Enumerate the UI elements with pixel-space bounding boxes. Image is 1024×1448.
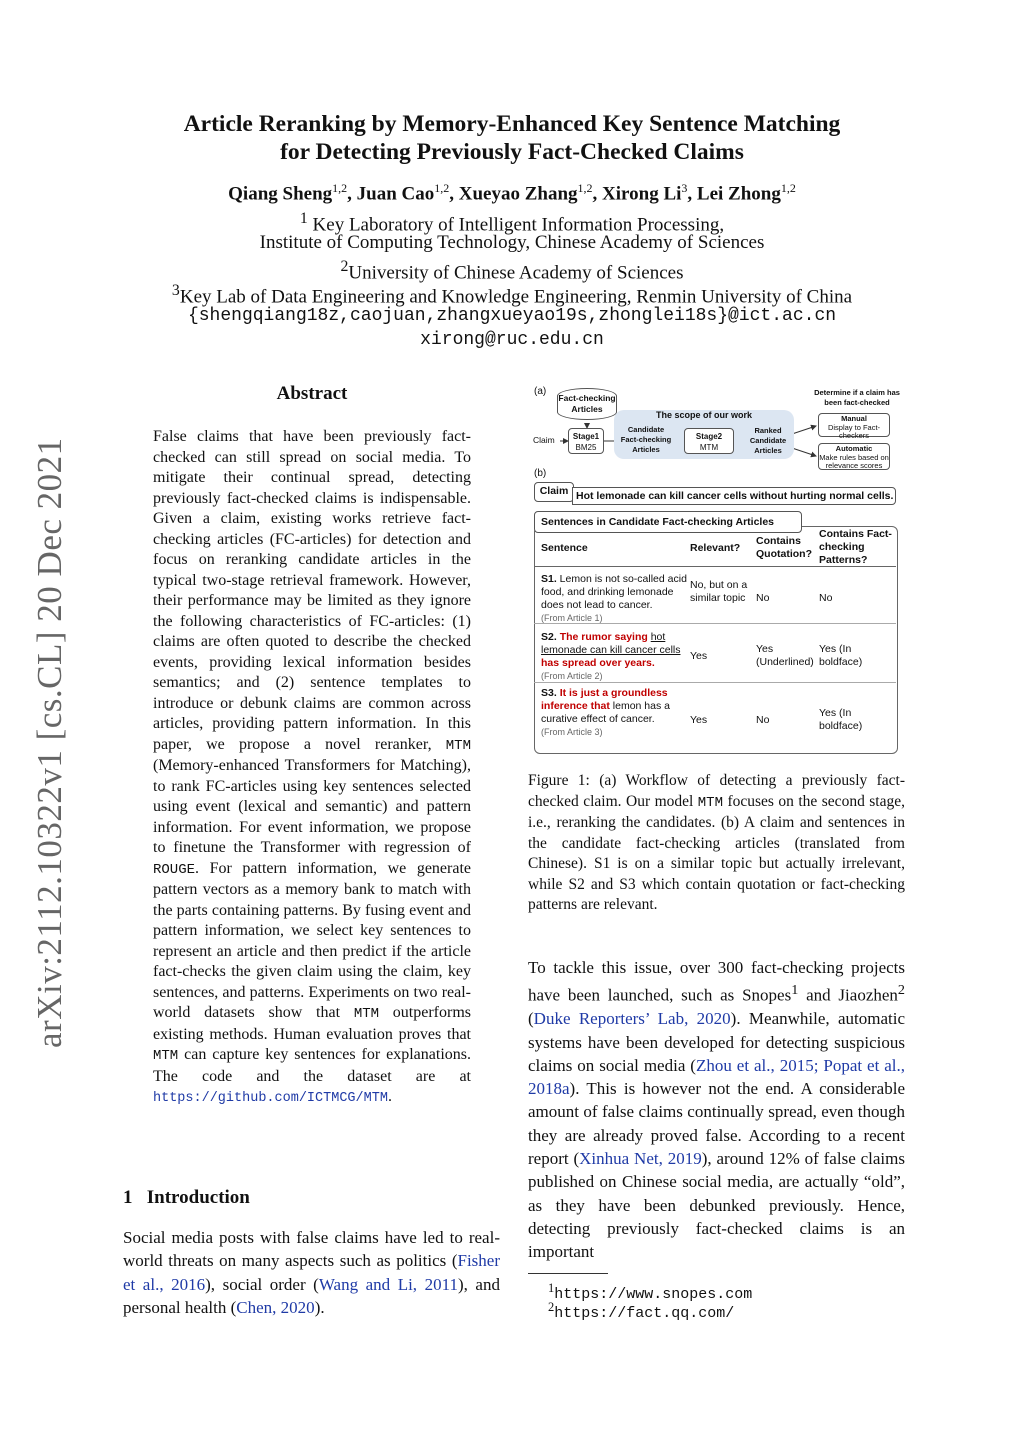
row-divider-2 (534, 682, 896, 683)
abstract-heading: Abstract (276, 383, 348, 404)
footnote-2 (548, 1298, 734, 1323)
author-2: Xueyao Zhang (458, 183, 578, 205)
title-line-1: Article Reranking by Memory-Enhanced Key Sentence Matching (183, 111, 841, 137)
intro-text-3: ), and personal health ( (123, 1274, 500, 1317)
manual-title: Manual (841, 414, 867, 423)
stage2-box (684, 428, 734, 454)
header-sentence: Sentence (541, 542, 588, 554)
right-paragraph (528, 956, 905, 1264)
author-sup-3: 3 (681, 181, 688, 195)
header-divider (534, 566, 896, 567)
s2-quotation-flag: Yes (Underlined) (756, 643, 814, 668)
paper-title (0, 110, 1024, 166)
stage2-title: Stage2 (695, 432, 723, 441)
rp-text-4: ). Meanwhile, automatic systems have been developed for detecting suspicious claims on social media ( (528, 1009, 905, 1075)
s1-relevant: No, but on a similar topic (690, 579, 748, 604)
abstract-rouge: ROUGE (153, 861, 196, 878)
affiliation-1-cont: Institute of Computing Technology, Chinese Academy of Sciences (259, 232, 765, 253)
intro-text-2: ), social order ( (205, 1274, 319, 1294)
stage1-box (568, 428, 604, 454)
intro-paragraph (123, 1226, 500, 1319)
stage1-method: BM25 (575, 443, 597, 452)
section-title: Introduction (146, 1187, 250, 1208)
citation-chen[interactable]: Chen, 2020 (236, 1297, 315, 1317)
author-4: Lei Zhong (696, 183, 781, 205)
rp-text-2: and Jiaozhen (798, 985, 898, 1005)
auto-title: Automatic (835, 444, 873, 453)
table-row-s1 (541, 573, 691, 625)
s3-text: lemon has a curative effect of cancer. (541, 700, 670, 725)
caption-text-b: focuses on the second stage, i.e., reranking the candidates. (b) A claim and sentences in the candidate fact-checking articles (translated from Chinese). S1 is on a similar topic but actually irrelevant, while S2 and S3 which contain quotation or fact-checking patterns are relevant. (528, 792, 906, 913)
rp-text-3: ( (528, 1009, 534, 1029)
s3-patterns: Yes (In boldface) (819, 707, 863, 732)
abstract-mtm-1: MTM (445, 737, 471, 754)
footnote-ref-1[interactable]: 1 (791, 982, 799, 999)
author-sup-0: 1,2 (332, 181, 348, 195)
abstract-end: . (387, 1088, 392, 1105)
s3-id: S3. (541, 687, 557, 699)
s1-patterns: No (819, 592, 833, 604)
s2-pattern-2: has spread over years. (541, 657, 655, 669)
intro-text-1: Social media posts with false claims have led to real-world threats on many aspects such as politics ( (123, 1228, 500, 1271)
auto-text: Make rules based on relevance scores (819, 452, 889, 470)
stage1-title: Stage1 (572, 432, 600, 441)
rp-text-1: To tackle this issue, over 300 fact-checking projects have been launched, such as Snopes (528, 958, 905, 1005)
caption-mtm: MTM (697, 794, 723, 811)
s2-patterns: Yes (In boldface) (819, 643, 863, 668)
citation-xinhua[interactable]: Xinhua Net, 2019 (579, 1149, 702, 1169)
citation-wang[interactable]: Wang and Li, 2011 (318, 1274, 458, 1294)
section-number: 1 (123, 1187, 133, 1208)
aff-1-line-1: Key Laboratory of Intelligent Information Processing, (307, 214, 725, 236)
aff-sup-2: 2 (340, 258, 349, 275)
figure-1 (528, 384, 904, 756)
s3-pattern: It is just a groundless inference that (541, 687, 668, 712)
arxiv-sidebar: arXiv:2112.10322v1 [cs.CL] 20 Dec 2021 (30, 437, 69, 1048)
author-3: Xirong Li (602, 183, 682, 205)
rp-text-5: ). This is however not the end. A considerable amount of false claims continually spread, even though they are already proved false. According to a recent report ( (528, 1079, 905, 1169)
abstract-text-c: . For pattern information, we generate pattern vectors as a memory bank to match with the parts containing patterns. By fusing event and pattern information, we select key sentences to represent an article and then predict if the article fact-checks the given claim using the claim, key sentences, and patterns. Experiments on two real-world datasets show that (153, 859, 471, 1021)
s3-quotation: No (756, 714, 770, 726)
section-heading-introduction (123, 1187, 250, 1209)
abstract-text-d: outperforms existing methods. Human evaluation proves that (153, 1004, 471, 1043)
figure-label-b: (b) (534, 468, 547, 479)
s1-text: Lemon is not so-called acid food, and drinking lemonade does not lead to cancer. (541, 573, 687, 611)
author-sep-2: , (592, 183, 603, 205)
db-label: Fact-checking Articles (558, 393, 616, 414)
footnote-url-1[interactable]: https://www.snopes.com (554, 1286, 753, 1303)
s2-quotation: hot lemonade can kill cancer cells (541, 631, 681, 656)
author-sup-4: 1,2 (780, 181, 796, 195)
s1-quotation: No (756, 592, 770, 604)
author-list (0, 181, 1024, 205)
footnote-num-2: 2 (548, 1300, 555, 1314)
footnote-num-1: 1 (548, 1281, 555, 1295)
s1-id: S1. (541, 573, 557, 585)
abstract-body (153, 427, 471, 1110)
s3-relevant: Yes (690, 714, 708, 726)
figure-caption (528, 771, 905, 916)
caption-text-a: Figure 1: (a) Workflow of detecting a previously fact-checked claim. Our model (528, 772, 905, 810)
claim-tag: Claim (534, 482, 574, 502)
author-sup-2: 1,2 (577, 181, 593, 195)
s2-pattern-1: The rumor saying (559, 631, 648, 643)
aff-sup-1: 1 (299, 210, 308, 227)
author-sep-3: , (687, 183, 697, 205)
author-sup-1: 1,2 (434, 181, 450, 195)
footnote-rule (528, 1273, 608, 1274)
title-line-2: for Detecting Previously Fact-Checked Claims (280, 139, 744, 165)
s2-id: S2. (541, 631, 557, 643)
abstract-text-a: False claims that have been previously fact-checked can still spread on social media. To mitigate their continual spread, detecting previously fact-checked claims is indispensable. Given a claim, existing works retrieve fact-checking articles (FC-articles) for detection and focus on reranking candidate articles in the typical two-stage retrieval framework. However, their performance may be limited as they ignore the following characteristics of FC-articles: (1) claims are often quoted to describe the checked events, providing lexical information besides semantics; and (2) sentence templates to introduce or debunk claims are common across articles, providing pattern information. In this paper, we propose a novel reranker, (153, 428, 471, 753)
email-line-2: xirong@ruc.edu.cn (420, 330, 604, 350)
author-1: Juan Cao (356, 183, 435, 205)
candidate-articles-label: Candidate Fact-checking Articles (620, 425, 672, 454)
abstract-mtm-2: MTM (353, 1006, 380, 1022)
rp-text-6: ), around 12% of false claims published on Chinese social media, are actually “old”, as they have been debunked previously. Hence, detecting previously fact-checked claims is an important (528, 1149, 905, 1262)
workflow-claim-label: Claim (533, 435, 555, 445)
stage2-method: MTM (699, 443, 719, 452)
database-icon (557, 388, 617, 420)
ranked-articles-label: Ranked Candidate Articles (749, 426, 787, 455)
manual-text: Display to Fact-checkers (827, 422, 881, 440)
footnote-url-2[interactable]: https://fact.qq.com/ (554, 1305, 735, 1322)
determine-label: Determine if a claim has been fact-checked (814, 388, 900, 407)
abstract-mtm-3: MTM (153, 1048, 179, 1064)
scope-label: The scope of our work (656, 410, 753, 420)
footnote-ref-2[interactable]: 2 (897, 982, 905, 999)
author-sep-0: , (347, 183, 357, 205)
aff-2-text: University of Chinese Academy of Sciences (348, 262, 684, 284)
header-quotation: Contains Quotation? (756, 535, 812, 560)
manual-box (818, 413, 890, 440)
aff-sup-3: 3 (171, 282, 180, 299)
s2-source: (From Article 2) (541, 671, 603, 681)
citation-fisher[interactable]: Fisher et al., 2016 (123, 1251, 500, 1294)
row-divider-1 (534, 623, 896, 624)
header-patterns: Contains Fact-checking Patterns? (819, 528, 892, 566)
abstract-text-e: can capture key sentences for explanations. The code and the dataset are at (153, 1046, 471, 1085)
aff-3-text: Key Lab of Data Engineering and Knowledge Engineering, Renmin University of China (179, 286, 853, 308)
s2-relevant: Yes (690, 650, 708, 662)
automatic-box (818, 443, 890, 470)
email-line-1: {shengqiang18z,caojuan,zhangxueyao19s,zhonglei18s}@ict.ac.cn (187, 306, 837, 326)
figure-label-a: (a) (534, 386, 547, 397)
table-tab: Sentences in Candidate Fact-checking Articles (534, 511, 802, 533)
intro-text-4: ). (314, 1297, 325, 1317)
author-0: Qiang Sheng (228, 183, 333, 205)
citation-duke[interactable]: Duke Reporters’ Lab, 2020 (533, 1009, 731, 1029)
author-sep-1: , (449, 183, 459, 205)
table-row-s2 (541, 631, 691, 683)
abstract-text-b: (Memory-enhanced Transformers for Matching), to rank FC-articles using key sentences selected using event (lexical and semantic) and pattern information. For event information, we propose to finetune the Transformer with regression of (153, 757, 471, 856)
header-relevant: Relevant? (690, 542, 741, 554)
citation-zhou-popat[interactable]: Zhou et al., 2015; Popat et al., 2018a (528, 1055, 906, 1099)
s3-source: (From Article 3) (541, 727, 603, 737)
code-link[interactable]: https://github.com/ICTMCG/MTM (153, 1091, 388, 1106)
claim-text-box: Hot lemonade can kill cancer cells without hurting normal cells. (572, 487, 896, 505)
table-row-s3 (541, 687, 691, 739)
s1-source: (From Article 1) (541, 613, 603, 623)
